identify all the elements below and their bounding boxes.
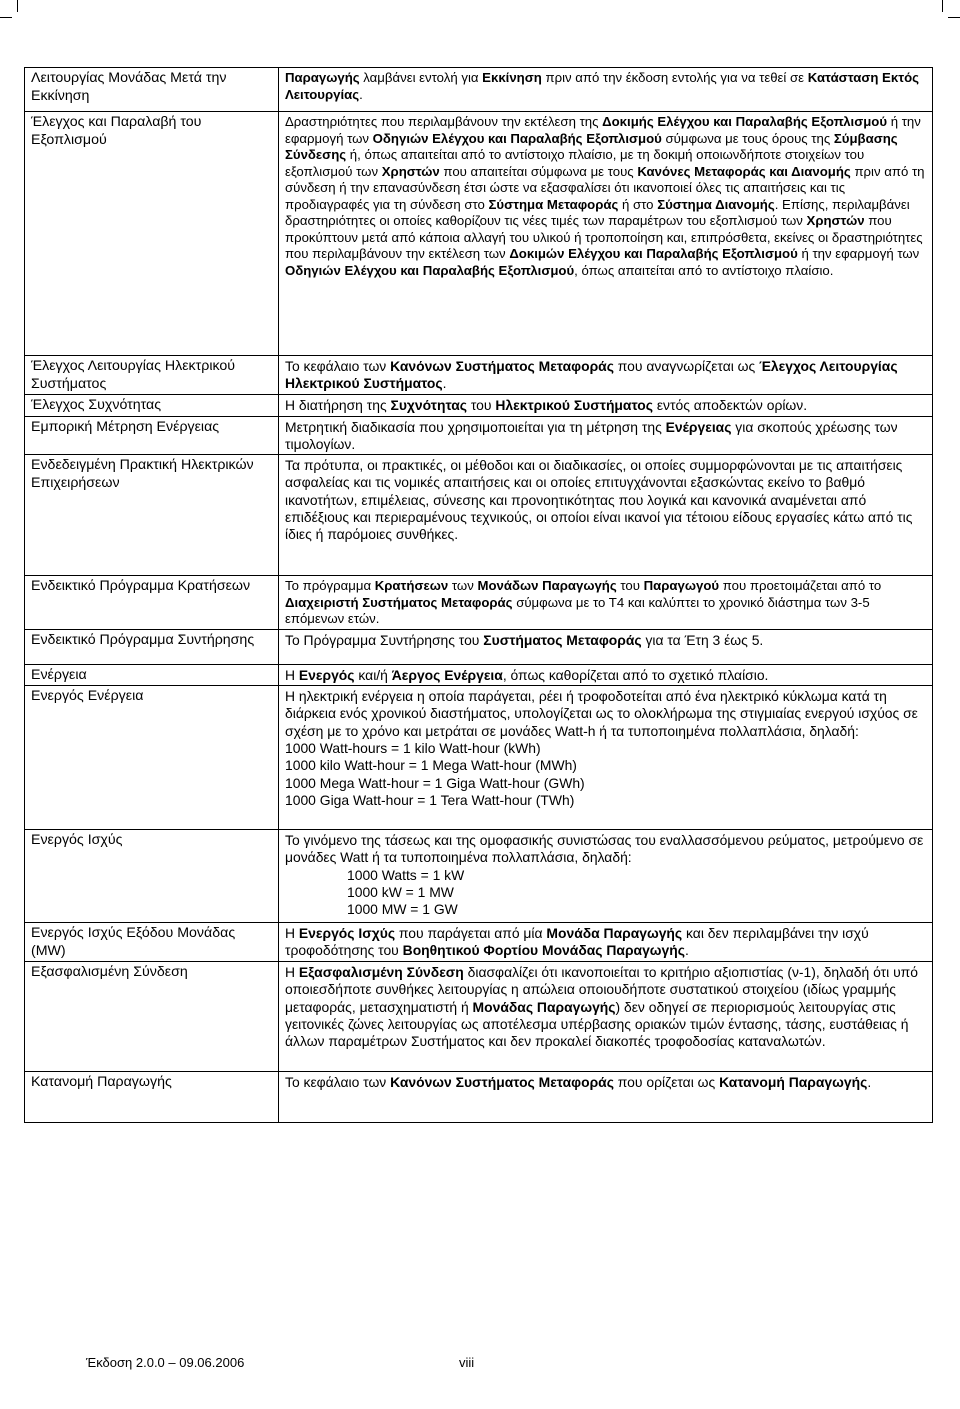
definition-text — [285, 925, 927, 960]
definition-segment: που προετοιμάζεται από το — [719, 578, 882, 594]
definition-segment: πριν από τη σύνδεση ή την επανασύνδεση έτσι ώστε να εξασφαλίσει ότι ικανοποιεί όλες τις απαιτήσεις και τις προδιαγραφές για τη σύνδεση στο — [285, 163, 925, 212]
defined-term-reference: Σύστημα Διανομής — [657, 196, 775, 212]
defined-term-reference: Εκκίνηση — [482, 70, 542, 85]
crop-mark — [17, 0, 18, 12]
glossary-definition — [279, 830, 933, 923]
definition-segment: ή την εφαρμογή των — [797, 246, 920, 261]
defined-term-reference: Οδηγιών Ελέγχου και Παραλαβής Εξοπλισμού — [285, 262, 575, 278]
glossary-definition — [279, 455, 933, 576]
defined-term-reference: Συχνότητας — [390, 397, 468, 413]
definition-segment: Η — [285, 964, 299, 981]
definition-text — [285, 832, 927, 867]
definition-segment: . — [684, 942, 689, 959]
defined-term-reference: Ηλεκτρικού Συστήματος — [495, 397, 653, 413]
glossary-term: Ενεργός Ισχύς Εξόδου Μονάδας (MW) — [25, 923, 279, 962]
definition-text — [285, 419, 927, 454]
defined-term-reference: Κανόνων Συστήματος Μεταφοράς — [390, 1074, 614, 1091]
definition-segment: . Επίσης, περιλαμβάνει δραστηριότητες οι οποίες καθορίζουν τις νέες τιμές των παραμέτρων του εξοπλισμού των — [285, 196, 910, 228]
definition-segment: Η — [285, 925, 299, 942]
defined-term-reference: Ενεργός Ισχύς — [298, 925, 396, 942]
definition-segment: για τα Έτη 3 έως 5. — [641, 631, 764, 648]
defined-term-reference: Ενεργός — [298, 666, 355, 683]
defined-term-reference: Χρηστών — [381, 163, 440, 179]
crop-mark — [942, 0, 943, 12]
defined-term-reference: Κρατήσεων — [374, 578, 449, 594]
glossary-definition — [279, 629, 933, 664]
glossary-row — [25, 629, 933, 664]
glossary-row — [25, 962, 933, 1072]
definition-text — [285, 578, 927, 628]
definition-segment: των — [448, 578, 478, 594]
glossary-definition — [279, 923, 933, 962]
defined-term-reference: Παραγωγής — [285, 70, 360, 85]
glossary-row — [25, 356, 933, 395]
defined-term-reference: Δοκιμής Ελέγχου και Παραλαβής Εξοπλισμού — [602, 114, 888, 129]
definition-text — [285, 70, 927, 103]
crop-mark — [0, 17, 12, 18]
definition-text — [285, 688, 927, 740]
defined-term-reference: Οδηγιών Ελέγχου και Παραλαβής Εξοπλισμού — [372, 130, 662, 146]
definition-segment: , όπως καθορίζεται από το σχετικό πλαίσιο. — [502, 666, 769, 683]
definition-text — [285, 358, 927, 393]
glossary-row — [25, 664, 933, 686]
unit-conversion-line: 1000 Watts = 1 kW — [347, 866, 465, 883]
glossary-term: Ενεργός Ισχύς — [25, 830, 279, 923]
glossary-term: Λειτουργίας Μονάδας Μετά την Εκκίνηση — [25, 68, 279, 112]
definition-text — [285, 457, 927, 543]
definition-text — [285, 397, 927, 414]
defined-term-reference: Σύμβασης Σύνδεσης — [285, 130, 898, 162]
glossary-term: Ενεργός Ενέργεια — [25, 686, 279, 830]
definition-segment: Το Πρόγραμμα Συντήρησης του — [285, 631, 484, 648]
definition-segment: του — [467, 397, 496, 413]
defined-term-reference: Μονάδας Παραγωγής — [472, 998, 616, 1015]
glossary-term: Έλεγχος Συχνότητας — [25, 395, 279, 417]
glossary-definition — [279, 576, 933, 630]
definition-segment: διασφαλίζει ότι ικανοποιείται το κριτήριο αξιοπιστίας (ν-1), δηλαδή ότι υπό οποιεσδήποτε συνθήκες λειτουργίας η απώλεια οποιουδήποτε συστατικού στοιχείου (ιδίως γραμμής μεταφοράς, μετασχηματιστή ή — [285, 964, 918, 1015]
definition-segment: Η ηλεκτρική ενέργεια η οποία παράγεται, ρέει ή τροφοδοτείται από ένα ηλεκτρικό κύκλωμα κατά τη διάρκεια ενός χρονικού διαστήματος, υπολογίζεται ως το ολοκλήρωμα της στιγμιαίας ενεργού ισχύος σε σχέση με το χρόνο και μετράται σε μονάδες Watt-h ή τα τυποποιημένα πολλαπλάσια, δηλαδή: — [285, 688, 918, 739]
defined-term-reference: Κατάσταση Εκτός Λειτουργίας — [285, 70, 920, 102]
definition-segment: που ορίζεται ως — [613, 1074, 720, 1091]
definition-text — [285, 114, 927, 279]
definition-segment: ή, όπως απαιτείται από το αντίστοιχο πλαίσιο, με τη δοκιμή οποιωνδήποτε στοιχείων του εξοπλισμού των — [285, 147, 865, 179]
glossary-row — [25, 830, 933, 923]
glossary-term: Έλεγχος και Παραλαβή του Εξοπλισμού — [25, 112, 279, 356]
glossary-definition — [279, 416, 933, 455]
glossary-term: Εμπορική Μέτρηση Ενέργειας — [25, 416, 279, 455]
definition-segment: Η διατήρηση της — [285, 397, 391, 413]
glossary-row — [25, 576, 933, 630]
definition-segment: που αναγνωρίζεται ως — [613, 358, 760, 374]
defined-term-reference: Εξασφαλισμένη Σύνδεση — [298, 964, 464, 981]
defined-term-reference: Ενέργειας — [665, 418, 732, 435]
unit-conversion-line: 1000 Watt-hours = 1 kilo Watt-hour (kWh) — [285, 739, 541, 756]
definition-segment: Το κεφάλαιο των — [285, 1074, 391, 1091]
unit-conversion-line: 1000 Mega Watt-hour = 1 Giga Watt-hour (GWh) — [285, 774, 585, 791]
unit-conversion-line: 1000 MW = 1 GW — [347, 901, 458, 918]
glossary-row — [25, 68, 933, 112]
definition-segment: λαμβάνει εντολή για — [359, 70, 483, 85]
definition-segment: ή την εφαρμογή των — [285, 114, 921, 146]
definition-segment: Τα πρότυπα, οι πρακτικές, οι μέθοδοι και οι διαδικασίες, οι οποίες συμμορφώνονται με τις απαιτήσεις ασφαλείας και τις νομικές απαιτήσεις και οι οποίες επιτυγχάνονται εξασκώντας εκείνο το βαθμό ικανοτήτων, επιμέλειας, σύνεσης και προνοητικότητας που λογικά και κανονικά αναμένεται από επιδέξιους και περιεραμένους τεχνικούς, οι οποίοι είναι ικανοί για τέτοιου είδους εργασίες κάτω από τις ίδιες ή παρόμοιες συνθήκες. — [285, 457, 913, 543]
definition-segment: ) δεν οδηγεί σε περιορισμούς λειτουργίας στις γειτονικές ζώνες λειτουργίας ως αποτέλεσμα υπέρβασης οριακών τιμών έντασης, τάσης, ευστάθειας ή άλλων παραμέτρων Συστήματος και δεν προκαλεί διακοπές τροφοδοσίας καταναλωτών. — [285, 998, 909, 1050]
defined-term-reference: Μονάδα Παραγωγής — [546, 925, 683, 942]
defined-term-reference: Κανόνες Μεταφοράς και Διανομής — [637, 163, 851, 179]
definition-segment: εντός αποδεκτών ορίων. — [653, 397, 808, 413]
definition-segment: που προκύπτουν μετά από κάποια αλλαγή του υλικού ή τροποποίηση και, επιπρόσθετα, εκείνες οι δραστηριότητες που περιλαμβάνουν την εκτέλεση των — [285, 213, 923, 261]
page-number: viii — [459, 1355, 475, 1370]
glossary-row — [25, 395, 933, 417]
definition-segment: που παράγεται από μία — [395, 925, 547, 942]
footer-edition: Έκδοση 2.0.0 – 09.06.2006 — [86, 1355, 245, 1370]
defined-term-reference: Συστήματος Μεταφοράς — [483, 631, 642, 648]
glossary-term: Ενέργεια — [25, 664, 279, 686]
definition-segment: Μετρητική διαδικασία που χρησιμοποιείται για τη μέτρηση της — [285, 418, 666, 435]
definition-segment: και/ή — [354, 666, 392, 683]
glossary-definition — [279, 664, 933, 686]
glossary-definition — [279, 112, 933, 356]
defined-term-reference: Άεργος Ενέργεια — [391, 666, 503, 683]
unit-conversion-line: 1000 Giga Watt-hour = 1 Tera Watt-hour (TWh) — [285, 791, 575, 808]
defined-term-reference: Σύστημα Μεταφοράς — [488, 196, 619, 212]
definition-segment: . — [867, 1074, 872, 1091]
glossary-row — [25, 455, 933, 576]
unit-conversion-line: 1000 kW = 1 MW — [347, 883, 454, 900]
definition-segment: σύμφωνα με τους όρους της — [661, 130, 834, 146]
defined-term-reference: Έλεγχος Λειτουργίας Ηλεκτρικού Συστήματος — [285, 358, 898, 392]
glossary-row — [25, 686, 933, 830]
definition-segment: Η — [285, 666, 299, 683]
defined-term-reference: Διαχειριστή Συστήματος Μεταφοράς — [285, 594, 513, 610]
glossary-term: Έλεγχος Λειτουργίας Ηλεκτρικού Συστήματος — [25, 356, 279, 395]
definition-segment: που απαιτείται σύμφωνα με τους — [439, 163, 638, 179]
glossary-term: Εξασφαλισμένη Σύνδεση — [25, 962, 279, 1072]
glossary-row — [25, 112, 933, 356]
glossary-row — [25, 416, 933, 455]
definition-segment: σύμφωνα με το Τ4 και καλύπτει το χρονικό διάστημα των 3-5 επόμενων ετών. — [285, 594, 870, 627]
glossary-definition — [279, 356, 933, 395]
definition-text — [285, 964, 927, 1050]
defined-term-reference: Παραγωγού — [643, 578, 720, 594]
crop-mark — [948, 17, 960, 18]
glossary-definition — [279, 1072, 933, 1123]
definition-segment: ή στο — [618, 196, 658, 212]
glossary-definition — [279, 686, 933, 830]
definition-segment: . — [442, 375, 447, 392]
defined-term-reference: Κανόνων Συστήματος Μεταφοράς — [390, 358, 614, 374]
definition-segment: . — [359, 86, 363, 102]
defined-term-reference: Χρηστών — [806, 213, 865, 228]
definition-segment: Το γινόμενο της τάσεως και της ομοφασικής συνιστώσας του εναλλασσόμενου ρεύματος, μετρούμενο σε μονάδες Watt ή τα τυποποιημένα πολλαπλάσια, δηλαδή: — [285, 832, 924, 866]
glossary-term: Ενδεικτικό Πρόγραμμα Συντήρησης — [25, 629, 279, 664]
glossary-term: Κατανομή Παραγωγής — [25, 1072, 279, 1123]
definition-text — [285, 667, 927, 684]
definition-segment: και δεν περιλαμβάνει την ισχύ τροφοδότησης του — [285, 925, 869, 959]
defined-term-reference: Βοηθητικού Φορτίου Μονάδας Παραγωγής — [402, 942, 685, 959]
defined-term-reference: Δοκιμών Ελέγχου και Παραλαβής Εξοπλισμού — [509, 246, 798, 261]
definition-segment: Το κεφάλαιο των — [285, 358, 391, 374]
glossary-row — [25, 923, 933, 962]
glossary-term: Ενδεδειγμένη Πρακτική Ηλεκτρικών Επιχειρήσεων — [25, 455, 279, 576]
defined-term-reference: Μονάδων Παραγωγής — [477, 578, 617, 594]
glossary-row — [25, 1072, 933, 1123]
definition-segment: πριν από την έκδοση εντολής για να τεθεί σε — [541, 70, 808, 85]
glossary-table — [24, 67, 933, 1123]
definition-segment: Το πρόγραμμα — [285, 578, 375, 594]
definition-segment: , όπως απαιτείται από το αντίστοιχο πλαίσιο. — [574, 262, 834, 278]
definition-segment: για σκοπούς χρέωσης των τιμολογίων. — [285, 418, 898, 452]
definition-segment: του — [616, 578, 644, 594]
unit-conversion-line: 1000 kilo Watt-hour = 1 Mega Watt-hour (MWh) — [285, 757, 577, 774]
definition-segment: Δραστηριότητες που περιλαμβάνουν την εκτέλεση της — [285, 114, 603, 129]
definition-text — [285, 1074, 927, 1091]
definition-text — [285, 632, 927, 649]
glossary-definition — [279, 962, 933, 1072]
glossary-definition — [279, 395, 933, 417]
glossary-definition — [279, 68, 933, 112]
defined-term-reference: Κατανομή Παραγωγής — [719, 1074, 868, 1091]
glossary-term: Ενδεικτικό Πρόγραμμα Κρατήσεων — [25, 576, 279, 630]
